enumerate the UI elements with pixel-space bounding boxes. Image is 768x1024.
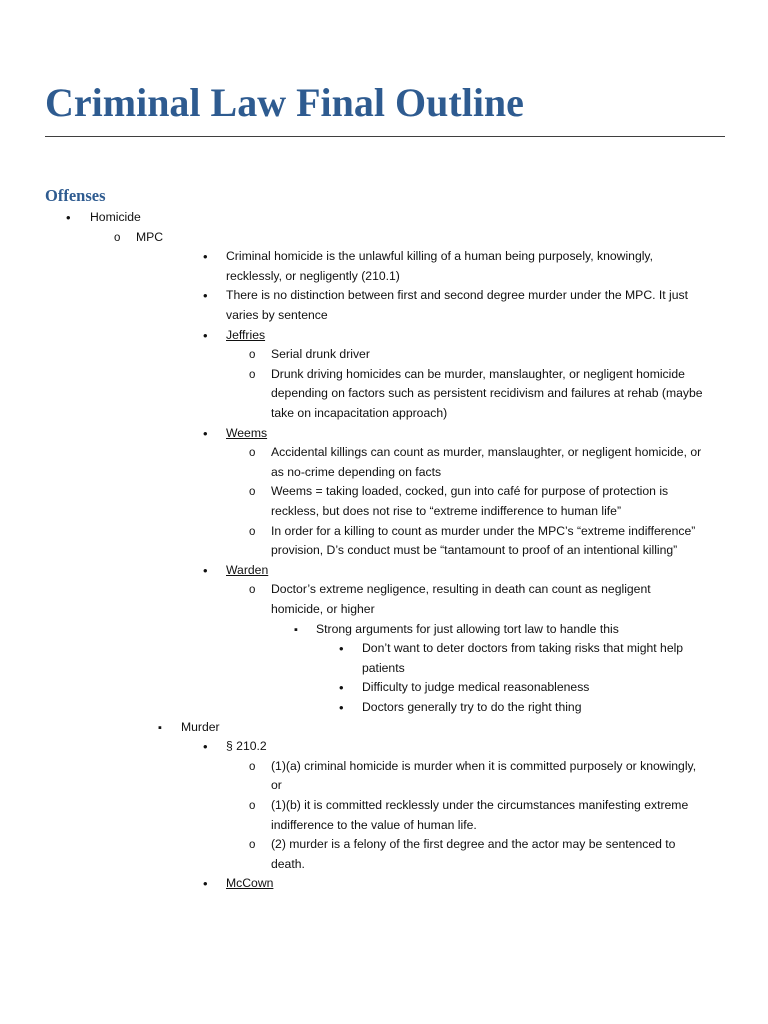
outline-item-text: Doctors generally try to do the right thing	[362, 700, 582, 714]
outline-item-text: reckless, but does not rise to “extreme indifference to human life”	[271, 504, 621, 518]
bullet-icon	[66, 208, 71, 229]
bullet-icon	[203, 737, 208, 758]
outline-item-text: Criminal homicide is the unlawful killing of a human being purposely, knowingly,	[226, 249, 654, 264]
outline-item-text: Doctor’s extreme negligence, resulting in death can count as negligent	[271, 582, 651, 597]
bullet-icon	[203, 561, 208, 582]
bullet-icon	[339, 678, 344, 699]
outline-item-text: indifference to the value of human life.	[271, 817, 477, 832]
outline-item-text: depending on factors such as persistent recidivism and failures at rehab (maybe	[271, 386, 703, 401]
outline-item-text: Strong arguments for just allowing tort law to handle this	[316, 621, 619, 636]
bullet-icon	[203, 326, 208, 347]
outline-item-text: varies by sentence	[226, 308, 328, 322]
section-heading: Offenses	[45, 186, 106, 205]
bullet-icon	[339, 639, 344, 660]
outline-item-text: Homicide	[90, 210, 141, 224]
title-divider	[45, 136, 725, 137]
outline-item-text: death.	[271, 856, 305, 871]
outline-item-text: Warden	[226, 562, 269, 577]
hollow-circle-bullet-icon	[114, 228, 120, 249]
square-bullet-icon	[294, 620, 298, 641]
outline-item-text: or	[271, 778, 282, 793]
outline-item-text: provision, D’s conduct must be “tantamount to proof of an intentional killing”	[271, 543, 678, 558]
hollow-circle-bullet-icon	[249, 345, 255, 366]
bullet-icon	[203, 874, 208, 895]
outline-item-text: Serial drunk driver	[271, 347, 370, 362]
hollow-circle-bullet-icon	[249, 835, 255, 856]
outline-item-text: homicide, or higher	[271, 602, 375, 616]
outline-item-text: take on incapacitation approach)	[271, 406, 448, 420]
outline-item-text: Murder	[181, 719, 220, 734]
bullet-icon	[203, 424, 208, 445]
outline-item-text: Difficulty to judge medical reasonableness	[362, 680, 590, 695]
hollow-circle-bullet-icon	[249, 757, 255, 778]
outline-item-text: (1)(a) criminal homicide is murder when it is committed purposely or knowingly,	[271, 758, 697, 773]
hollow-circle-bullet-icon	[249, 580, 255, 601]
outline-item-text: In order for a killing to count as murder under the MPC’s “extreme indifference”	[271, 523, 696, 538]
hollow-circle-bullet-icon	[249, 443, 255, 464]
outline-item-text: Weems	[226, 425, 268, 440]
outline-item-text: Drunk driving homicides can be murder, manslaughter, or negligent homicide	[271, 366, 685, 381]
hollow-circle-bullet-icon	[249, 365, 255, 386]
outline-item-text: recklessly, or negligently (210.1)	[226, 268, 400, 283]
bullet-icon	[203, 247, 208, 268]
outline-item-text: Don’t want to deter doctors from taking risks that might help	[362, 641, 684, 656]
outline-item-text: McCown	[226, 876, 274, 891]
square-bullet-icon	[158, 718, 162, 739]
document-title: Criminal Law Final Outline	[45, 80, 524, 125]
outline-item-text: patients	[362, 660, 405, 675]
outline-item-text: (1)(b) it is committed recklessly under the circumstances manifesting extreme	[271, 798, 689, 812]
outline-item-text: There is no distinction between first and second degree murder under the MPC. It just	[226, 288, 689, 303]
outline-item-text: Weems = taking loaded, cocked, gun into café for purpose of protection is	[271, 484, 669, 499]
outline-item-text: as no-crime depending on facts	[271, 464, 442, 479]
outline-item-text: (2) murder is a felony of the first degree and the actor may be sentenced to	[271, 837, 676, 852]
outline-item-text: Accidental killings can count as murder, manslaughter, or negligent homicide, or	[271, 445, 702, 460]
bullet-icon	[339, 698, 344, 719]
outline-item-text: MPC	[136, 229, 164, 244]
outline-item-text: Jeffries	[226, 327, 266, 342]
hollow-circle-bullet-icon	[249, 482, 255, 503]
hollow-circle-bullet-icon	[249, 522, 255, 543]
bullet-icon	[203, 286, 208, 307]
hollow-circle-bullet-icon	[249, 796, 255, 817]
outline-item-text: § 210.2	[226, 739, 267, 754]
